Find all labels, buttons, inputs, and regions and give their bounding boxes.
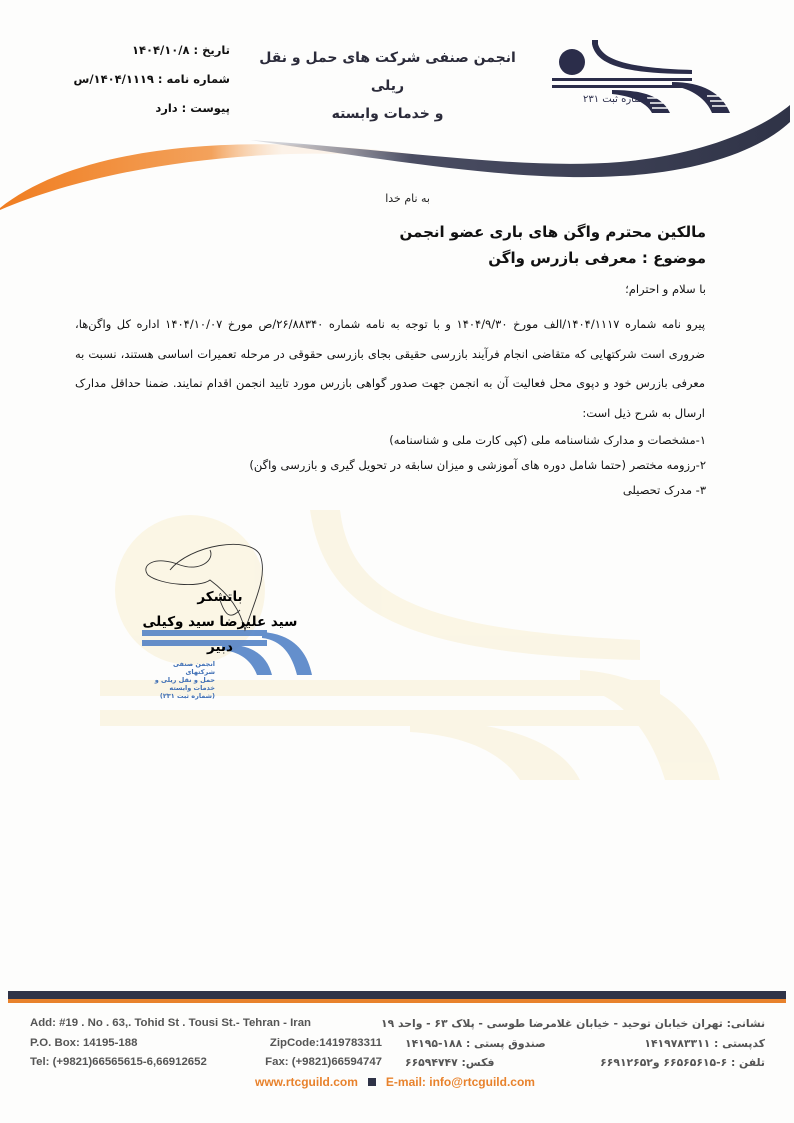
- organization-name: [255, 44, 520, 128]
- website-link[interactable]: www.rtcguild.com: [255, 1075, 358, 1089]
- requirements-list: [200, 428, 706, 503]
- stamp-text: انجمن صنفی شرکتهای حمل و نقل ریلی و خدمات وابسته (شماره ثبت ۲۳۱): [154, 660, 215, 700]
- letter-paragraph: پیرو نامه شماره ۱۴۰۴/۱۱۱۷/الف مورخ ۱۴۰۴/۹/۳۰ و با توجه به نامه شماره ۲۶/۸۸۳۴۰/ص مورخ ۱۴۰۴/۱۰/۰۷ اداره کل واگن‌ها، ضروری است شرکتهایی که متقاضی انجام فرآیند بازرسی حقیقی بجای بازرسی حقوقی در مرحله تعمیرات اساسی هستند، نسبت به معرفی بازرس خود و دپوی محل فعالیت آن به انجمن جهت صدور گواهی بازرس مورد تایید انجمن اقدام نمایند. ضمنا حداقل مدارک ارسال به شرح ذیل است:: [75, 317, 706, 420]
- requirement-item: ۲-رزومه مختصر (حتما شامل دوره های آموزشی و میزان سابقه در تحویل گیری و بازرسی واگن): [249, 458, 706, 472]
- subject-line: موضوع : معرفی بازرس واگن: [488, 249, 706, 267]
- org-name-line2: و خدمات وابسته: [331, 106, 444, 122]
- org-name-line1: انجمن صنفی شرکت های حمل و نقل ریلی: [259, 50, 516, 94]
- signer-title: دبیر: [207, 639, 233, 655]
- separator-square-icon: [368, 1078, 376, 1086]
- letter-number: شماره نامه : ۱۴۰۴/۱۱۱۹/س: [73, 72, 230, 86]
- tel-en: Tel: (+9821)66565615-6,66912652: [30, 1056, 207, 1068]
- fax-en: Fax: (+9821)66594747: [265, 1056, 382, 1068]
- recipient-line: مالکین محترم واگن های باری عضو انجمن: [399, 223, 706, 241]
- po-box-fa: صندوق پستی : ۱۸۸-۱۴۱۹۵: [405, 1036, 546, 1050]
- letter-heading: [300, 219, 706, 271]
- registration-number: شماره ثبت ۲۳۱: [583, 94, 649, 105]
- letter-meta: [60, 36, 230, 123]
- zip-en: ZipCode:1419783311: [269, 1036, 382, 1049]
- association-logo: [552, 38, 742, 120]
- fax-fa: فکس: ۶۶۵۹۴۷۴۷: [405, 1056, 495, 1069]
- greeting: با سلام و احترام؛: [625, 282, 706, 296]
- po-box-en: P.O. Box: 14195-188: [30, 1036, 138, 1049]
- requirement-item: ۳- مدرک تحصیلی: [622, 483, 706, 497]
- signature-block: [120, 585, 320, 660]
- footer-contact-english: [30, 1014, 382, 1073]
- footer-divider-dark: [8, 991, 786, 999]
- footer-contact-persian: [381, 1014, 765, 1073]
- address-en: Add: #19 . No . 63,. Tohid St . Tousi St.- Tehran - Iran: [30, 1017, 311, 1029]
- letter-date: تاریخ : ۱۴۰۴/۱۰/۸: [131, 43, 230, 57]
- requirement-item: ۱-مشخصات و مدارک شناسنامه ملی (کپی کارت ملی و شناسنامه): [389, 433, 706, 447]
- postal-code-fa: کدپستی : ۱۴۱۹۷۸۳۳۱۱: [644, 1036, 765, 1050]
- email-link[interactable]: E-mail: info@rtcguild.com: [385, 1075, 535, 1089]
- letter-attachment: پیوست : دارد: [155, 101, 230, 115]
- basmala: به نام خدا: [385, 192, 430, 205]
- footer-web-row: [255, 1075, 595, 1089]
- closing: باتشکر: [197, 589, 243, 605]
- tel-fa: تلفن : ۶-۶۶۵۶۵۶۱۵ و۶۶۹۱۲۶۵۲: [600, 1056, 765, 1069]
- address-fa: نشانی: تهران خیابان توحید - خیابان غلامرضا طوسی - پلاک ۶۳ - واحد ۱۹: [381, 1017, 765, 1030]
- footer-divider-orange: [8, 999, 786, 1003]
- signer-name: سید علیرضا سید وکیلی: [142, 614, 298, 630]
